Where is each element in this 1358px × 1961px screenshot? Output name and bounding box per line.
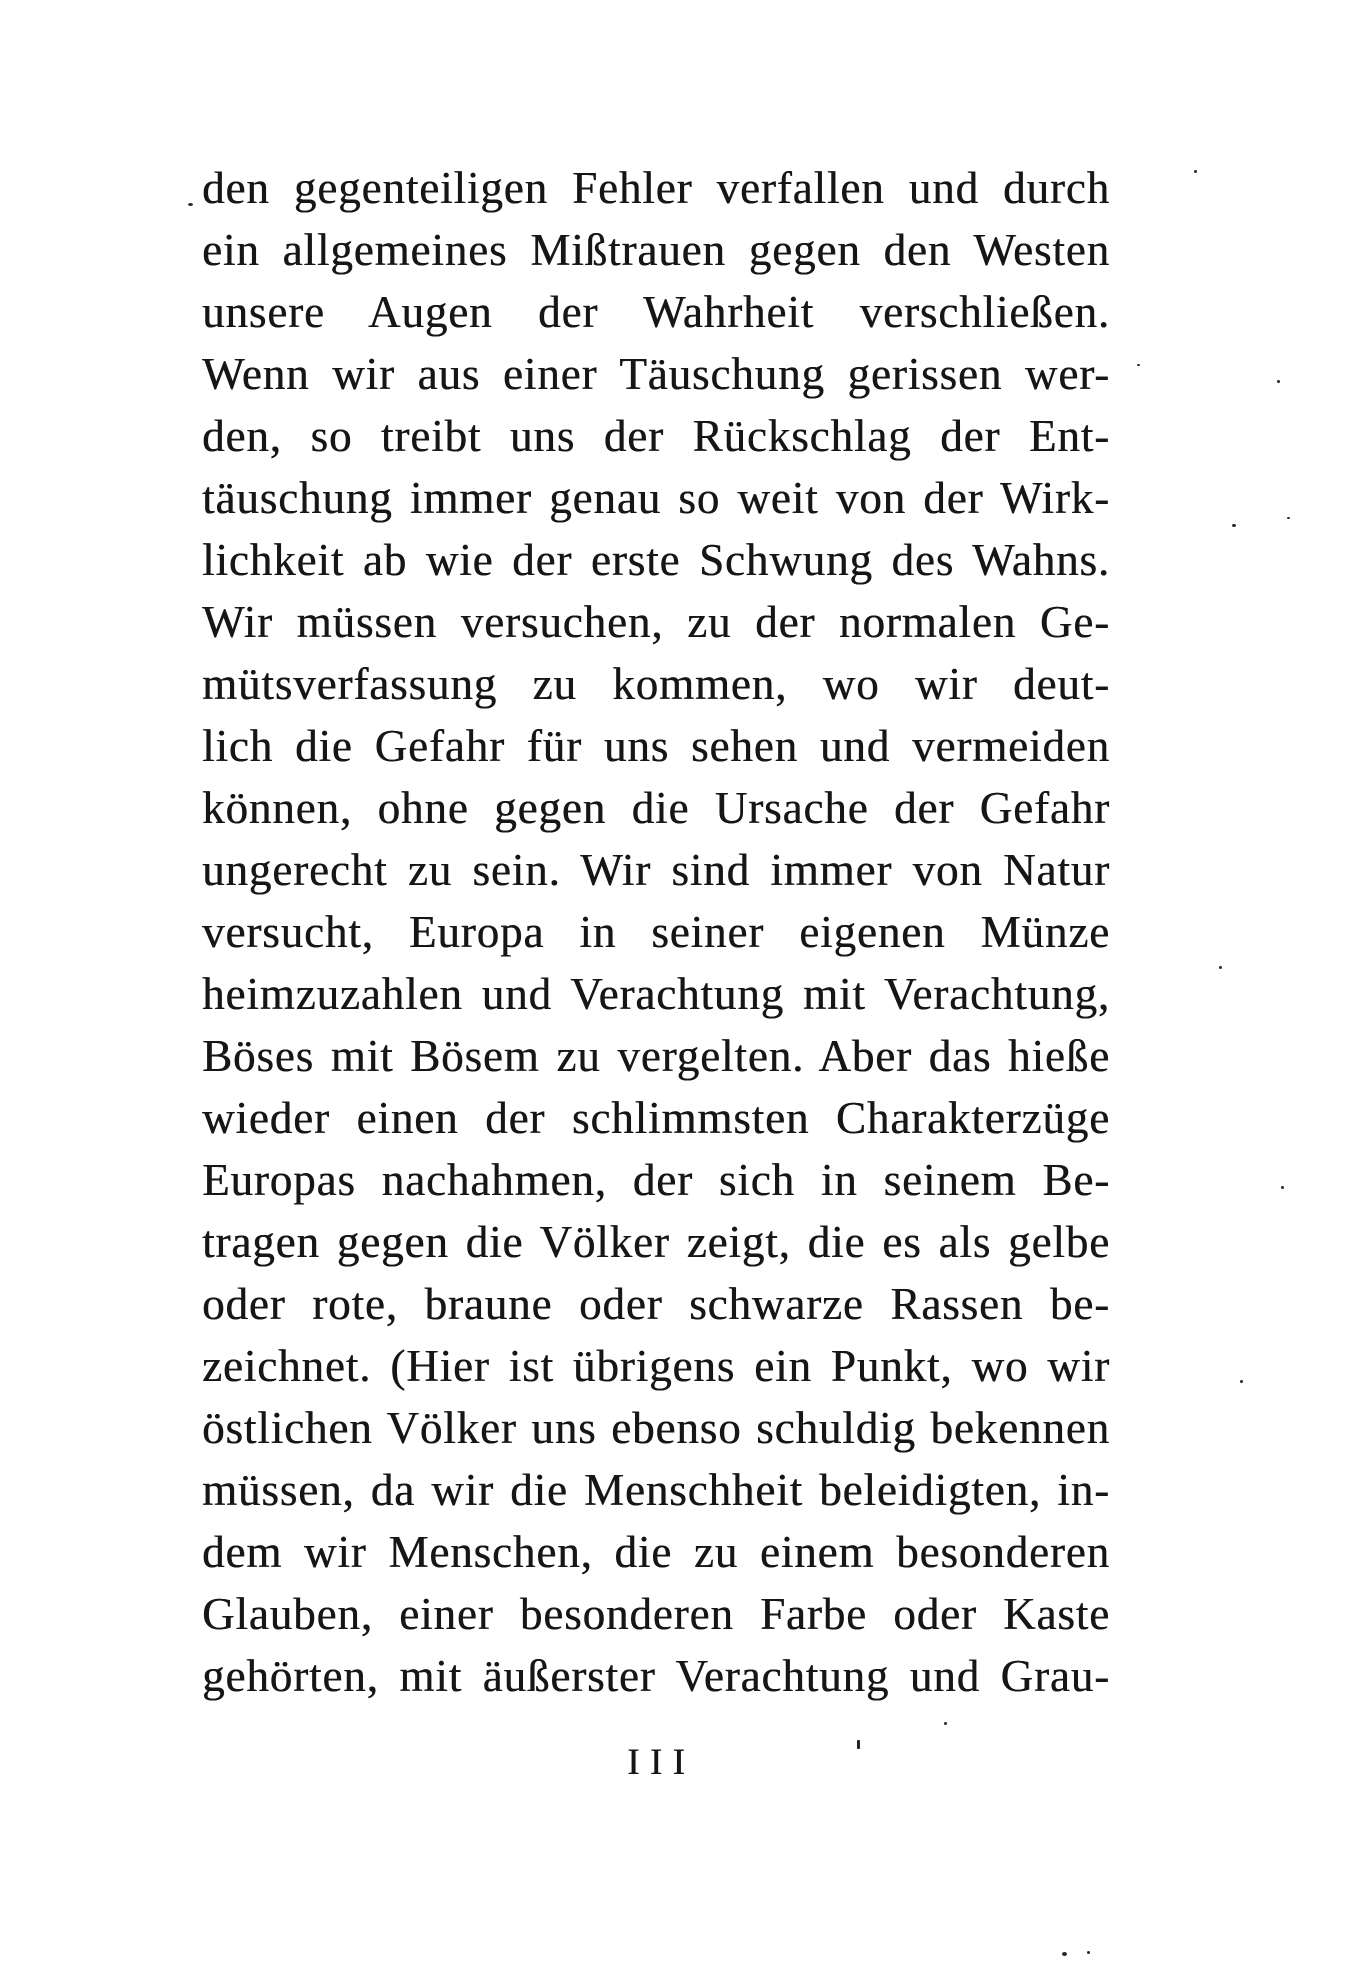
text-line: östlichen Völker uns ebenso schuldig bekennen bbox=[202, 1403, 1110, 1453]
scan-speck bbox=[1281, 1186, 1284, 1189]
text-line: wieder einen der schlimmsten Charakterzüge bbox=[202, 1093, 1110, 1143]
text-line: tragen gegen die Völker zeigt, die es als gelbe bbox=[202, 1217, 1110, 1267]
scan-speck bbox=[1232, 524, 1236, 527]
scan-speck bbox=[1287, 517, 1290, 519]
scan-speck bbox=[857, 1740, 860, 1749]
text-line: ungerecht zu sein. Wir sind immer von Natur bbox=[202, 845, 1110, 895]
text-line: den gegenteiligen Fehler verfallen und durch bbox=[202, 163, 1110, 213]
text-line: Wir müssen versuchen, zu der normalen Ge- bbox=[202, 597, 1110, 647]
text-line: unsere Augen der Wahrheit verschließen. bbox=[202, 287, 1110, 337]
text-line: Böses mit Bösem zu vergelten. Aber das hieße bbox=[202, 1031, 1110, 1081]
scan-speck bbox=[1194, 170, 1197, 173]
scan-speck bbox=[1087, 1951, 1090, 1954]
text-line: den, so treibt uns der Rückschlag der Ent- bbox=[202, 411, 1110, 461]
text-line: lichkeit ab wie der erste Schwung des Wahns. bbox=[202, 535, 1110, 585]
text-line: oder rote, braune oder schwarze Rassen be- bbox=[202, 1279, 1110, 1329]
text-line: müssen, da wir die Menschheit beleidigten, in- bbox=[202, 1465, 1110, 1515]
text-line: mütsverfassung zu kommen, wo wir deut- bbox=[202, 659, 1110, 709]
scan-speck bbox=[1277, 380, 1280, 383]
text-line: Wenn wir aus einer Täuschung gerissen wer- bbox=[202, 349, 1110, 399]
scan-speck bbox=[188, 203, 193, 206]
scan-speck bbox=[1137, 364, 1140, 366]
text-line: können, ohne gegen die Ursache der Gefahr bbox=[202, 783, 1110, 833]
text-line: Europas nachahmen, der sich in seinem Be- bbox=[202, 1155, 1110, 1205]
text-line: heimzuzahlen und Verachtung mit Verachtung, bbox=[202, 969, 1110, 1019]
text-line: dem wir Menschen, die zu einem besonderen bbox=[202, 1527, 1110, 1577]
scan-speck bbox=[1240, 1380, 1243, 1383]
text-line: Glauben, einer besonderen Farbe oder Kaste bbox=[202, 1589, 1110, 1639]
text-line: zeichnet. (Hier ist übrigens ein Punkt, wo wir bbox=[202, 1341, 1110, 1391]
text-line: lich die Gefahr für uns sehen und vermeiden bbox=[202, 721, 1110, 771]
page-number: III bbox=[627, 1742, 696, 1783]
text-line: ein allgemeines Mißtrauen gegen den Westen bbox=[202, 225, 1110, 275]
scan-speck bbox=[944, 1722, 947, 1725]
body-text bbox=[202, 157, 1110, 1707]
scan-speck bbox=[1219, 966, 1222, 969]
text-line: gehörten, mit äußerster Verachtung und Grau- bbox=[202, 1651, 1110, 1701]
scan-speck bbox=[1062, 1952, 1067, 1956]
text-line: versucht, Europa in seiner eigenen Münze bbox=[202, 907, 1110, 957]
text-line: täuschung immer genau so weit von der Wirk- bbox=[202, 473, 1110, 523]
